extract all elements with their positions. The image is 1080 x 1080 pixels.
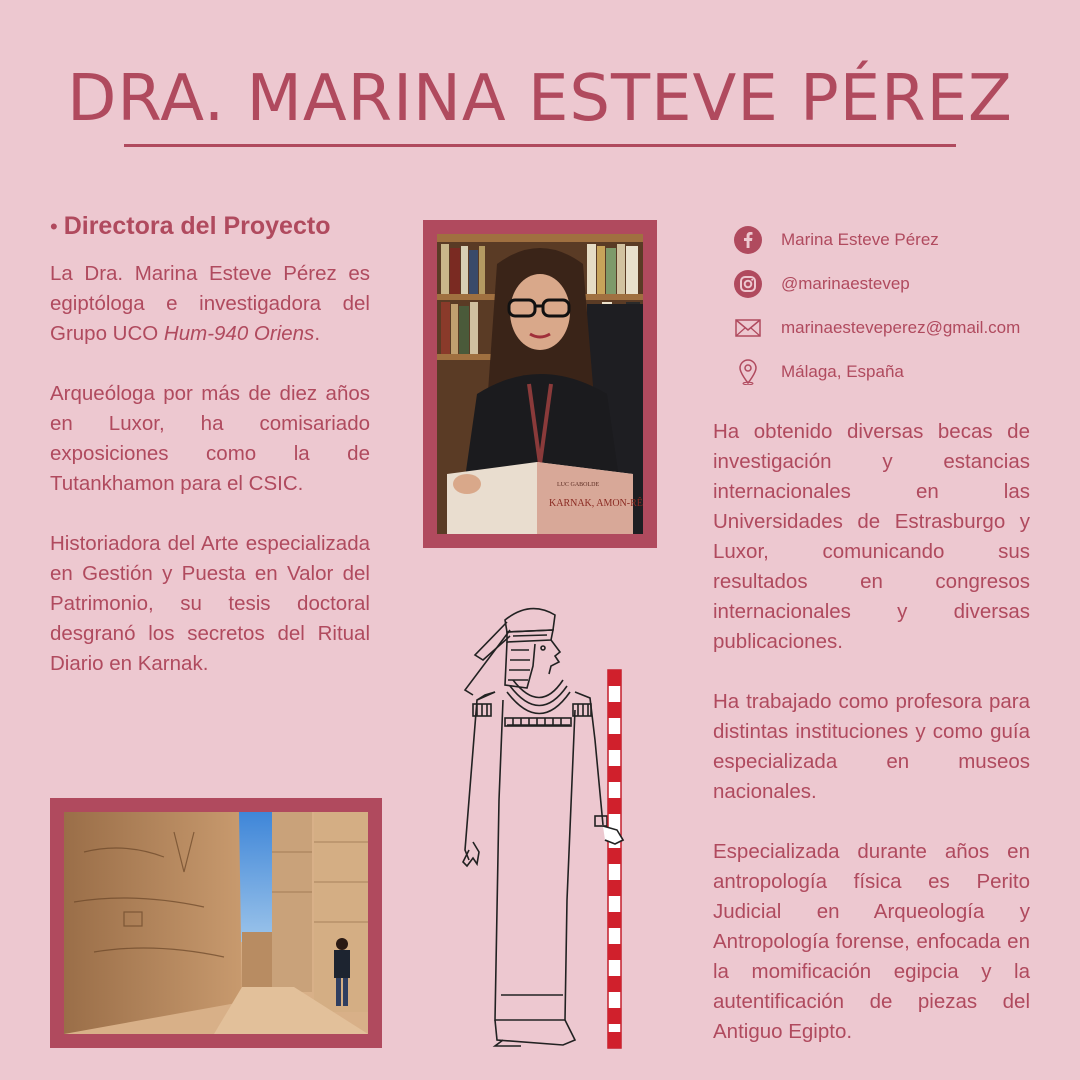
page-title: DRA. MARINA ESTEVE PÉREZ	[67, 62, 1013, 136]
title-underline	[124, 144, 956, 147]
contact-list	[733, 218, 1020, 394]
contact-email[interactable]: marinaesteveperez@gmail.com	[733, 306, 1020, 350]
karnak-temple-photo	[64, 812, 368, 1034]
bio-paragraph-6: Especializada durante años en antropología física es Perito Judicial en Arqueología y Antropología forense, enfocada en la momificación egipcia y la autentificación de piezas del Antiguo Egipto.	[713, 840, 1030, 1043]
bio-paragraph-4: Ha obtenido diversas becas de investigación y estancias internacionales en las Universidades de Estrasburgo y Luxor, comunicando sus resultados en congresos internacionales y diversas publicaciones.	[713, 420, 1030, 653]
right-column	[713, 417, 1030, 1077]
bio-paragraph-1: La Dra. Marina Esteve Pérez es egiptóloga e investigadora del Grupo UCO Hum-940 Oriens.	[50, 262, 370, 345]
bio-paragraph-5: Ha trabajado como profesora para distintas instituciones y como guía especializada en museos nacionales.	[713, 690, 1030, 803]
contact-location: Málaga, España	[733, 350, 1020, 394]
contact-facebook[interactable]: Marina Esteve Pérez	[733, 218, 1020, 262]
egyptian-goddess-illustration	[455, 600, 635, 1050]
mail-icon	[733, 313, 763, 343]
striped-staff	[455, 600, 635, 1050]
book-author: LUC GABOLDE	[557, 482, 600, 488]
temple-photo-frame	[50, 798, 382, 1048]
heading-text: Directora del Proyecto	[63, 212, 331, 240]
group-name: Hum-940 Oriens	[163, 322, 315, 345]
section-heading	[50, 212, 370, 241]
bio-paragraph-2: Arqueóloga por más de diez años en Luxor, ha comisariado exposiciones como la de Tutankhamon para el CSIC.	[50, 382, 370, 495]
bio-paragraph-3: Historiadora del Arte especializada en Gestión y Puesta en Valor del Patrimonio, su tesis doctoral desgranó los secretos del Ritual Diario en Karnak.	[50, 532, 370, 675]
contact-instagram[interactable]: @marinaestevep	[733, 262, 1020, 306]
left-column	[50, 212, 370, 709]
bullet: •	[50, 214, 58, 239]
location-pin-icon	[733, 357, 763, 387]
book-title: KARNAK, AMON-RÊ	[549, 498, 643, 509]
instagram-icon	[733, 269, 763, 299]
portrait-photo-frame	[423, 220, 657, 548]
facebook-icon	[733, 225, 763, 255]
portrait-photo	[437, 234, 643, 534]
